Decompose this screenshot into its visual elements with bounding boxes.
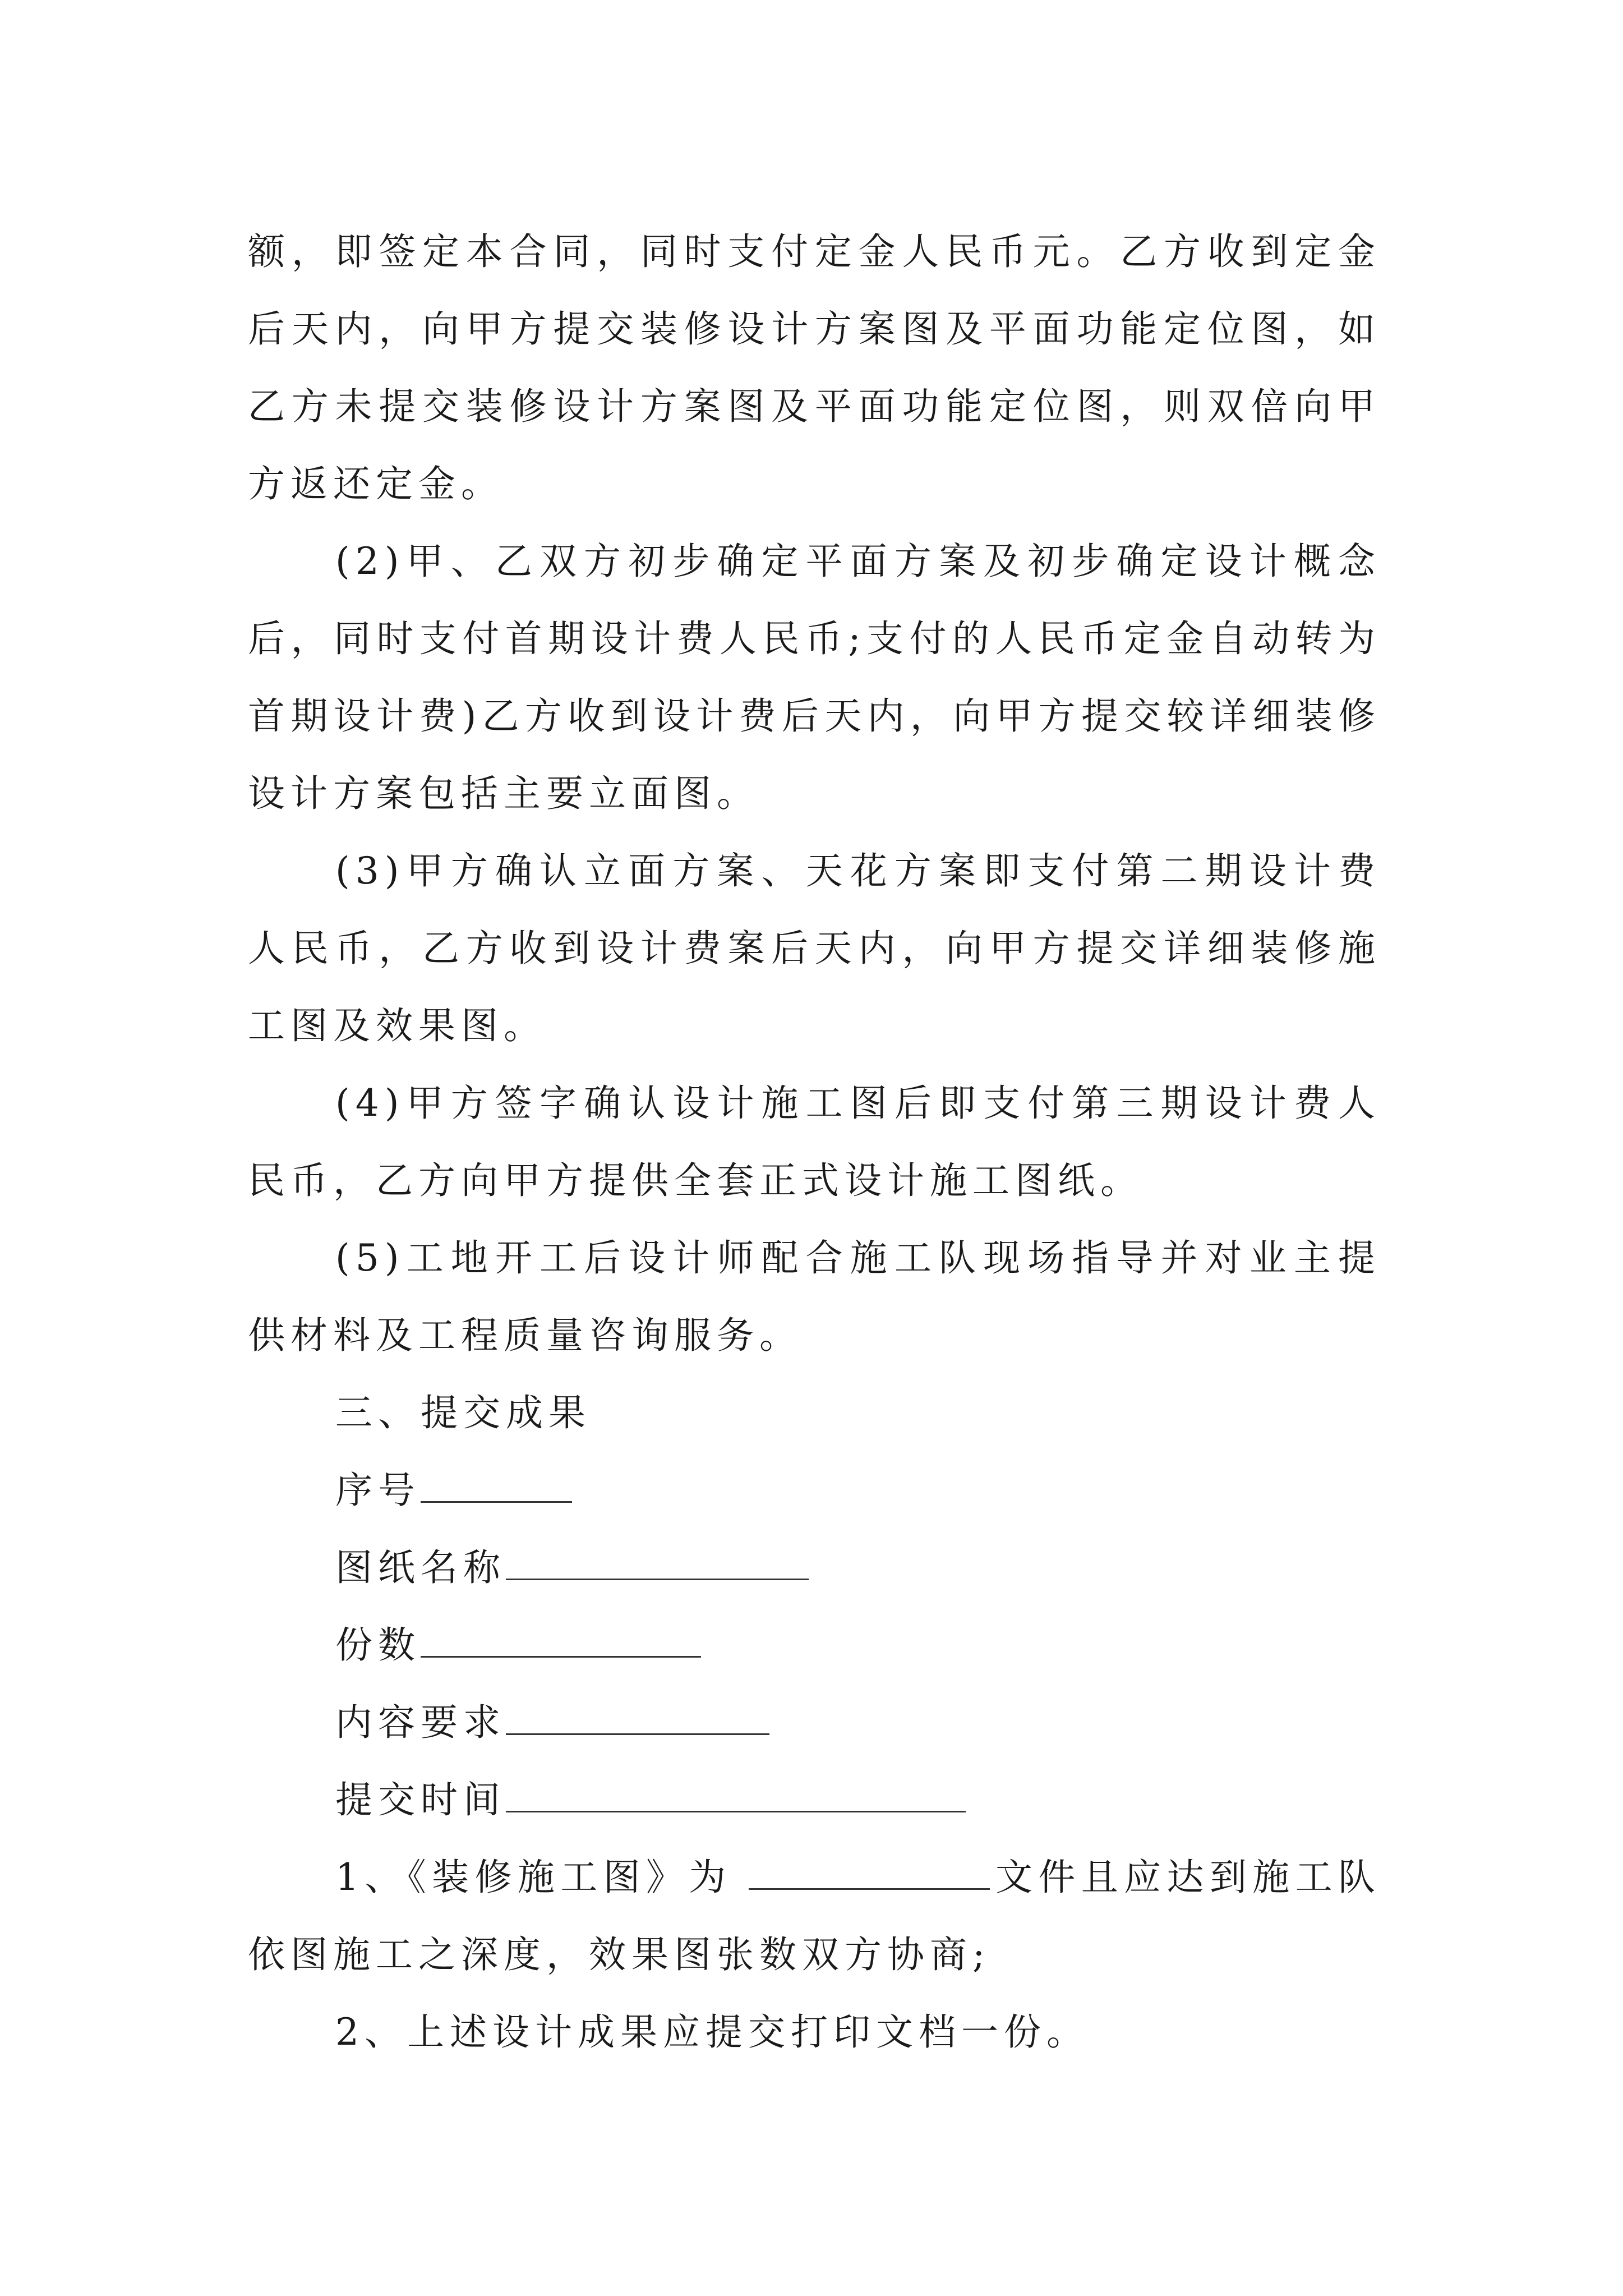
paragraph-deposit: 额，即签定本合同，同时支付定金人民币元。乙方收到定金后天内，向甲方提交装修设计方案图及平面功能定位图，如乙方未提交装修设计方案图及平面功能定位图，则双倍向甲方返还定金。	[248, 230, 1381, 505]
field-submit-time-blank	[506, 1778, 966, 1812]
field-content-req-label: 内容要求	[335, 1701, 506, 1744]
field-submit-time-label: 提交时间	[335, 1778, 506, 1821]
section-heading-text: 三、提交成果	[335, 1391, 591, 1434]
note-1-suffix: 文件且应达到施工队依图施工之深度，效果图张数双方协商;	[248, 1856, 1381, 1976]
section-heading	[248, 1374, 1381, 1452]
field-drawing-name-blank	[506, 1546, 809, 1580]
field-drawing-name-row	[248, 1529, 1381, 1607]
paragraph-item-4: (4)甲方签字确认设计施工图后即支付第三期设计费人民币，乙方向甲方提供全套正式设计施工图纸。	[248, 1082, 1381, 1202]
field-drawing-name-label: 图纸名称	[335, 1546, 506, 1589]
field-content-req-blank	[506, 1701, 769, 1735]
contract-body	[248, 213, 1381, 2071]
paragraph-item-2: (2)甲、乙双方初步确定平面方案及初步确定设计概念后，同时支付首期设计费人民币;支付的人民币定金自动转为首期设计费)乙方收到设计费后天内，向甲方提交较详细装修设计方案包括主要立面图。	[248, 540, 1381, 815]
note-1-blank	[749, 1856, 990, 1890]
field-copies-label: 份数	[335, 1623, 421, 1667]
note-2: 2、上述设计成果应提交打印文档一份。	[335, 2010, 1089, 2054]
field-serial-blank	[421, 1469, 572, 1503]
paragraph-item-3: (3)甲方确认立面方案、天花方案即支付第二期设计费人民币，乙方收到设计费案后天内，向甲方提交详细装修施工图及效果图。	[248, 849, 1381, 1047]
field-submit-time-row	[248, 1761, 1381, 1839]
note-1	[248, 1839, 1381, 1994]
field-copies-blank	[421, 1623, 701, 1658]
field-content-req-row	[248, 1684, 1381, 1761]
note-1-prefix: 1、《装修施工图》为	[335, 1856, 732, 1899]
field-serial-label: 序号	[335, 1469, 421, 1512]
field-copies-row	[248, 1607, 1381, 1684]
field-serial-row	[248, 1452, 1381, 1529]
paragraph-item-5: (5)工地开工后设计师配合施工队现场指导并对业主提供材料及工程质量咨询服务。	[248, 1236, 1381, 1357]
